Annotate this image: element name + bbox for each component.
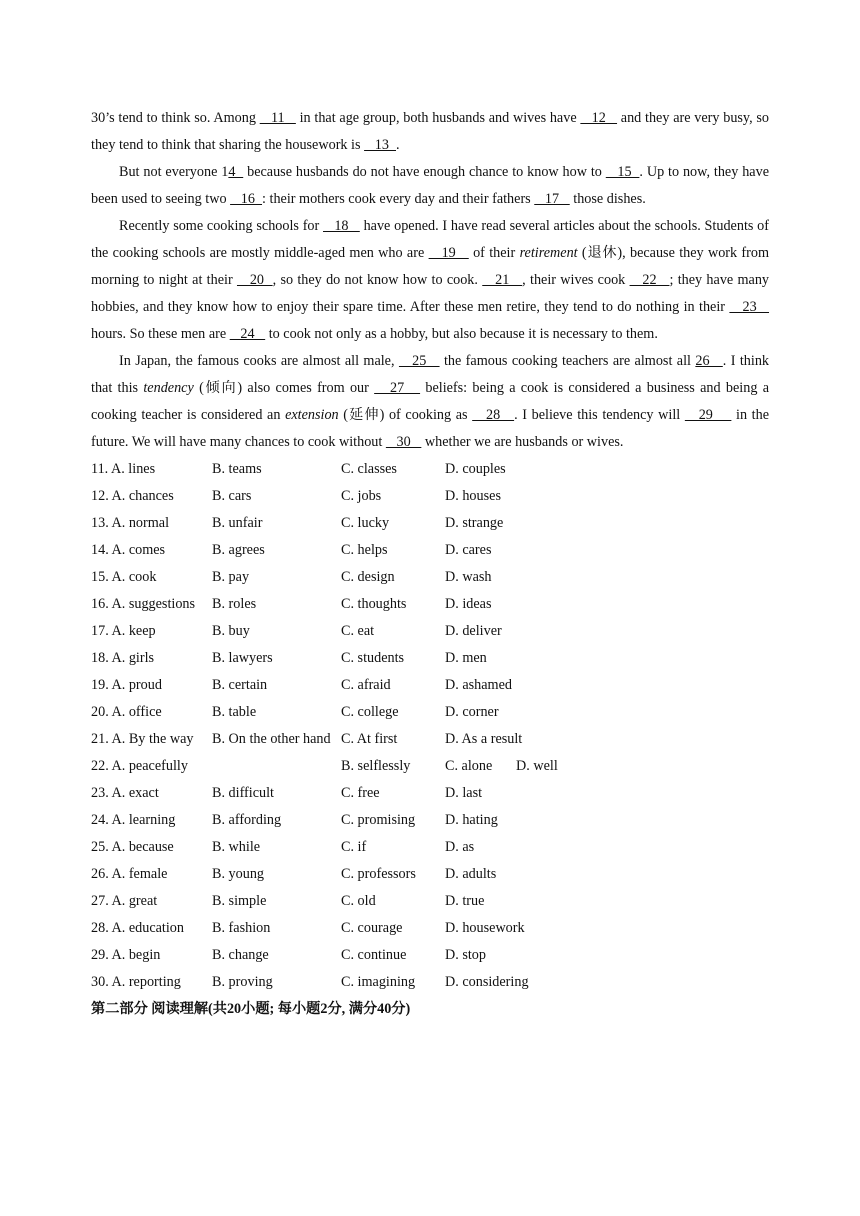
option-row [91, 807, 769, 834]
option-choice: B. agrees [212, 542, 265, 558]
option-row [91, 564, 769, 591]
option-row [91, 942, 769, 969]
option-row [91, 537, 769, 564]
option-choice: D. deliver [445, 623, 502, 639]
passage-text: hours. So these men are [91, 326, 230, 342]
option-row [91, 510, 769, 537]
option-choice: 30. A. reporting [91, 974, 181, 990]
option-choice: 27. A. great [91, 893, 158, 909]
option-choice: C. students [341, 650, 405, 666]
option-choice: B. change [212, 947, 269, 963]
option-choice: B. cars [212, 488, 252, 504]
option-choice: D. well [516, 758, 558, 774]
option-choice: C. eat [341, 623, 375, 639]
option-choice: C. promising [341, 812, 416, 828]
option-row [91, 915, 769, 942]
italic-term: extension [285, 407, 339, 423]
option-choice: 26. A. female [91, 866, 168, 882]
option-choice: D. cares [445, 542, 492, 558]
answer-blank: 11 [259, 110, 296, 126]
passage-text: and they are very busy, so they tend to think that sharing the housework is [91, 110, 770, 153]
option-choice: 13. A. normal [91, 515, 170, 531]
option-choice: 29. A. begin [91, 947, 161, 963]
passage-paragraph-4 [91, 348, 769, 456]
option-choice: C. old [341, 893, 376, 909]
answer-blank: 20 [236, 272, 273, 288]
passage-paragraph-2 [91, 159, 769, 213]
passage-text: . I think that this [91, 353, 770, 396]
option-choice: C. free [341, 785, 380, 801]
option-choice: C. afraid [341, 677, 391, 693]
answer-blank: 30 [385, 434, 422, 450]
passage-text: , their wives cook [522, 272, 630, 288]
option-choice: D. housework [445, 920, 525, 936]
option-row [91, 591, 769, 618]
option-row [91, 861, 769, 888]
passage-text: in that age group, both husbands and wives have [295, 110, 581, 126]
passage-text: because husbands do not have enough chance to know how to [243, 164, 606, 180]
option-choice: D. ashamed [445, 677, 512, 693]
option-choice: 22. A. peacefully [91, 758, 188, 774]
option-choice: C. courage [341, 920, 403, 936]
passage-text: But not everyone 1 [119, 164, 229, 180]
passage-text: (倾向) also comes from our [193, 380, 375, 396]
option-choice: D. true [445, 893, 485, 909]
option-choice: C. imagining [341, 974, 416, 990]
option-row [91, 969, 769, 996]
option-row [91, 618, 769, 645]
option-row [91, 699, 769, 726]
option-row [91, 753, 769, 780]
option-choice: B. difficult [212, 785, 275, 801]
passage-text: . [396, 137, 400, 153]
option-choice: B. while [212, 839, 261, 855]
option-row [91, 456, 769, 483]
answer-blank: 27 [374, 380, 421, 396]
passage-text: beliefs: being a cook is considered a business and being a cooking teacher is considered an [91, 380, 769, 423]
option-choice: B. buy [212, 623, 250, 639]
answer-blank: 26 [695, 353, 723, 369]
option-choice: B. teams [212, 461, 262, 477]
option-choice: B. young [212, 866, 265, 882]
passage-text: of their [468, 245, 520, 261]
option-choice: 24. A. learning [91, 812, 176, 828]
option-choice: D. last [445, 785, 483, 801]
answer-blank: 19 [428, 245, 469, 261]
option-choice: 17. A. keep [91, 623, 156, 639]
option-choice: 14. A. comes [91, 542, 166, 558]
option-choice: B. roles [212, 596, 257, 612]
passage-text: . I believe this tendency will [514, 407, 685, 423]
passage-text: to cook not only as a hobby, but also because it is necessary to them. [265, 326, 658, 342]
passage-text: ; they have many hobbies, and they know how to enjoy their spare time. After these men retire, they tend to do nothing in their [91, 272, 770, 315]
option-choice: 11. A. lines [91, 461, 156, 477]
option-choice: D. strange [445, 515, 504, 531]
italic-term: tendency [143, 380, 194, 396]
option-choice: C. jobs [341, 488, 382, 504]
option-choice: C. classes [341, 461, 397, 477]
option-choice: C. thoughts [341, 596, 407, 612]
option-choice: 20. A. office [91, 704, 162, 720]
option-choice: 23. A. exact [91, 785, 159, 801]
option-choice: D. hating [445, 812, 498, 828]
option-choice: 21. A. By the way [91, 731, 194, 747]
option-row [91, 672, 769, 699]
option-choice: C. At first [341, 731, 398, 747]
option-choice: 25. A. because [91, 839, 174, 855]
passage-text: those dishes. [569, 191, 646, 207]
option-choice: C. helps [341, 542, 388, 558]
option-row [91, 780, 769, 807]
option-choice: B. On the other hand [212, 731, 331, 747]
option-choice: B. certain [212, 677, 268, 693]
passage-text: whether we are husbands or wives. [421, 434, 624, 450]
answer-blank: 16 [230, 191, 263, 207]
answer-blank: 13 [364, 137, 396, 153]
option-choice: D. As a result [445, 731, 523, 747]
option-choice: B. simple [212, 893, 267, 909]
passage-text: have opened. I have read several articles about the schools. Students of the cooking schools are mostly middle-aged men who are [91, 218, 769, 261]
option-choice: C. design [341, 569, 395, 585]
option-choice: D. as [445, 839, 475, 855]
answer-blank: 23 [729, 299, 770, 315]
answer-blank: 15 [605, 164, 640, 180]
option-choice: C. lucky [341, 515, 390, 531]
passage-text: (退休), because they work from morning to night at their [91, 245, 770, 288]
option-row [91, 888, 769, 915]
answer-blank: 29 [684, 407, 732, 423]
option-choice: D. wash [445, 569, 492, 585]
option-choice: B. unfair [212, 515, 263, 531]
option-choice: D. men [445, 650, 487, 666]
option-choice: D. couples [445, 461, 506, 477]
option-choice: B. proving [212, 974, 273, 990]
answer-blank: 22 [629, 272, 670, 288]
answer-blank: 4 [228, 164, 244, 180]
passage-text: : their mothers cook every day and their fathers [262, 191, 535, 207]
answer-blank: 28 [472, 407, 515, 423]
document-page [91, 105, 769, 1023]
option-choice: B. selflessly [341, 758, 411, 774]
passage-text: Recently some cooking schools for [119, 218, 324, 234]
passage-text: the famous cooking teachers are almost all [439, 353, 696, 369]
option-choice: 16. A. suggestions [91, 596, 196, 612]
option-choice: 18. A. girls [91, 650, 155, 666]
option-choice: C. alone [445, 758, 493, 774]
option-choice: D. corner [445, 704, 499, 720]
option-row [91, 645, 769, 672]
answer-blank: 17 [534, 191, 570, 207]
option-choice: C. professors [341, 866, 416, 882]
option-choice: C. college [341, 704, 399, 720]
passage-paragraph-1 [91, 105, 769, 159]
option-choice: B. table [212, 704, 257, 720]
option-choice: D. adults [445, 866, 497, 882]
option-choice: C. continue [341, 947, 407, 963]
option-choice: 15. A. cook [91, 569, 157, 585]
option-choice: 19. A. proud [91, 677, 162, 693]
answer-options-list [91, 456, 769, 996]
answer-blank: 24 [229, 326, 266, 342]
option-choice: B. fashion [212, 920, 271, 936]
option-row [91, 834, 769, 861]
answer-blank: 25 [398, 353, 440, 369]
option-choice: B. lawyers [212, 650, 273, 666]
passage-text: , so they do not know how to cook. [272, 272, 483, 288]
option-choice: 28. A. education [91, 920, 184, 936]
option-row [91, 726, 769, 753]
option-choice: 12. A. chances [91, 488, 174, 504]
section-title: 第二部分 阅读理解(共20小题; 每小题2分, 满分40分) [91, 1001, 411, 1017]
passage-text: In Japan, the famous cooks are almost all male, [119, 353, 399, 369]
option-choice: D. houses [445, 488, 501, 504]
answer-blank: 18 [323, 218, 360, 234]
option-choice: D. stop [445, 947, 486, 963]
answer-blank: 21 [482, 272, 523, 288]
option-choice: B. pay [212, 569, 250, 585]
passage-text: (延伸) of cooking as [338, 407, 473, 423]
option-choice: C. if [341, 839, 367, 855]
option-choice: D. considering [445, 974, 529, 990]
passage-text: . Up to now, they have been used to seeing two [91, 164, 769, 207]
italic-term: retirement [519, 245, 578, 261]
option-row [91, 483, 769, 510]
option-choice: B. affording [212, 812, 282, 828]
passage-text: in the future. We will have many chances to cook without [91, 407, 770, 450]
passage-paragraph-3 [91, 213, 769, 348]
passage-text: 30’s tend to think so. Among [91, 110, 260, 126]
option-choice: D. ideas [445, 596, 492, 612]
answer-blank: 12 [580, 110, 618, 126]
